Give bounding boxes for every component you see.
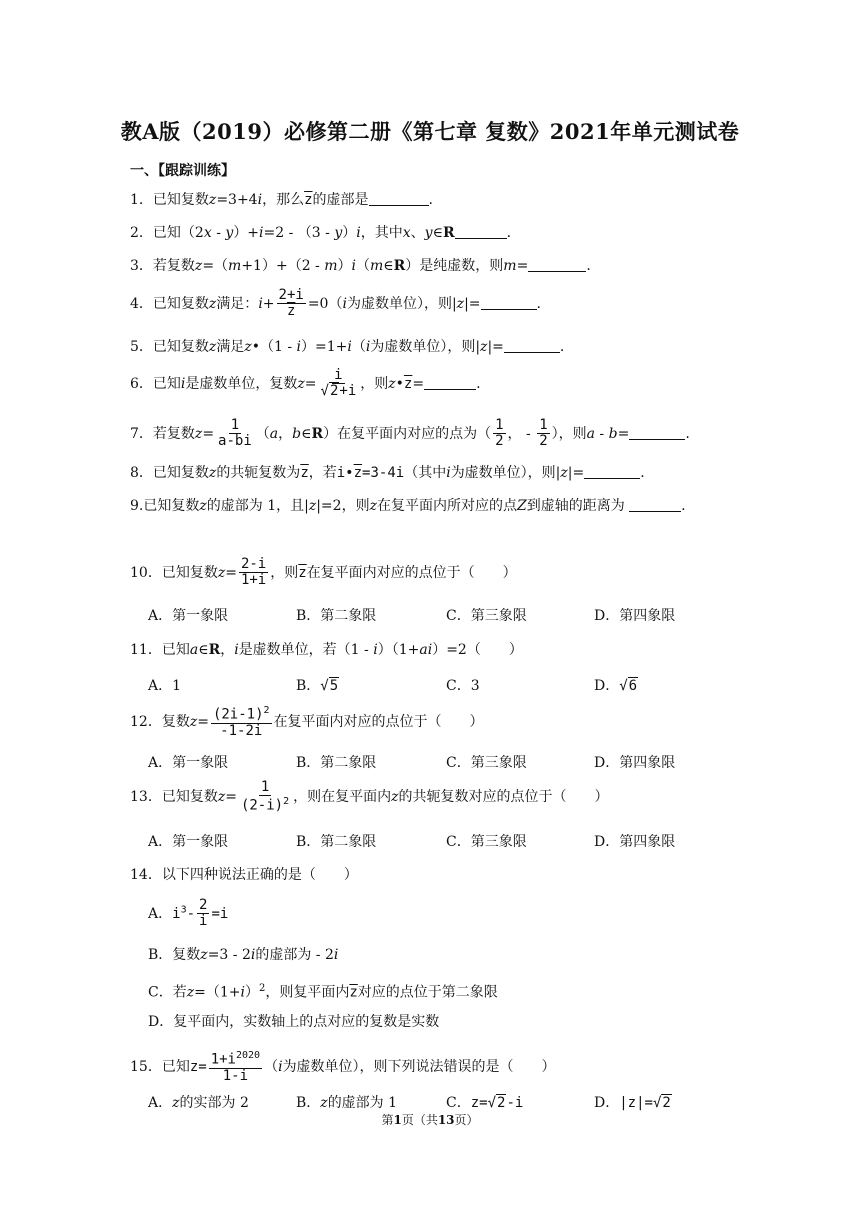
answer-blank[interactable]: [629, 425, 685, 440]
option-b[interactable]: B．z的虚部为 1: [296, 1095, 398, 1111]
fraction: $\frac{(2i-1)^2}{-1-2i}$: [212, 705, 270, 740]
fraction: $\frac{1}{2}$: [539, 417, 548, 450]
option-d[interactable]: D．复平面内，实数轴上的点对应的复数是实数: [148, 1014, 440, 1030]
answer-blank[interactable]: [481, 295, 537, 310]
option-b[interactable]: B．第二象限: [296, 834, 377, 850]
option-a[interactable]: A．第一象限: [148, 834, 229, 850]
answer-blank[interactable]: [455, 224, 507, 239]
option-a[interactable]: A．第一象限: [148, 755, 229, 771]
option-d[interactable]: D．√6: [594, 678, 638, 694]
option-c[interactable]: C．3: [446, 678, 480, 694]
page-title: 教A版（2019）必修第二册《第七章 复数》2021年单元测试卷: [120, 119, 740, 144]
option-c[interactable]: C．第三象限: [446, 608, 527, 624]
question-12: 12．复数z= $\frac{(2i-1)^2}{-1-2i}$ 在复平面内对应的点位于（ ）: [130, 705, 484, 740]
option-a[interactable]: A．1: [148, 678, 182, 694]
question-9: 9.已知复数z的虚部为 1，且|z|=2，则z在复平面内所对应的点Z到虚轴的距离为 .: [130, 498, 686, 514]
option-d[interactable]: D．第四象限: [594, 755, 676, 771]
option-a[interactable]: A．第一象限: [148, 608, 229, 624]
option-d[interactable]: D．第四象限: [594, 608, 676, 624]
fraction: $\frac{2-i}{1+i}$: [240, 556, 267, 589]
question-1: 1．已知复数z=3+4i，那么$\overline{z}$的虚部是 .: [130, 192, 433, 208]
question-14: 14．以下四种说法正确的是（ ）: [130, 867, 358, 883]
option-d[interactable]: D．第四象限: [594, 834, 676, 850]
question-2: 2．已知（2x - y）+i=2 - （3 - y）i，其中x、y∈R .: [130, 225, 512, 241]
fraction: $\frac{2}{i}$: [199, 897, 208, 930]
answer-blank[interactable]: [369, 191, 429, 206]
answer-blank[interactable]: [504, 338, 560, 353]
section-heading: 一、【跟踪训练】: [130, 163, 235, 179]
question-13: 13．已知复数z= $\frac{1}{(2-i)^2}$ ，则在复平面内z的共轭复数对应的点位于（ ）: [130, 779, 609, 815]
question-10: 10．已知复数z= $\frac{2-i}{1+i}$ ，则$\overline{z}$在复平面内对应的点位于（ ）: [130, 556, 517, 589]
question-3: 3．若复数z=（m+1）+（2 - m）i（m∈R）是纯虚数，则m= .: [130, 258, 591, 274]
option-b[interactable]: B．√5: [296, 678, 339, 694]
option-a[interactable]: A．$i^3-$ $\frac{2}{i}$ =i: [148, 897, 229, 930]
question-6: 6．已知i是虚数单位，复数z= $\frac{i}{√2+i}$ ，则$z•\overline{z}=$ .: [130, 367, 481, 400]
option-b[interactable]: B．复数z=3 - 2i的虚部为 - 2i: [148, 947, 339, 963]
fraction: $\frac{1}{a-bi}$: [218, 417, 252, 450]
option-b[interactable]: B．第二象限: [296, 755, 377, 771]
fraction: $\frac{1+i^{2020}}{1-i}$: [210, 1050, 261, 1085]
option-a[interactable]: A．z的实部为 2: [148, 1095, 249, 1111]
question-8: 8．已知复数z的共轭复数为$\overline{z}$，若$i•\overline{z}=3-4i$（其中i为虚数单位），则|z|= .: [130, 465, 645, 481]
fraction: $\frac{2+i}{z}$: [278, 287, 304, 320]
fraction: $\frac{1}{(2-i)^2}$: [240, 779, 290, 815]
question-15: 15．已知z= $\frac{1+i^{2020}}{1-i}$ （i为虚数单位），则下列说法错误的是（ ）: [130, 1050, 556, 1085]
option-c[interactable]: C．第三象限: [446, 755, 527, 771]
option-b[interactable]: B．第二象限: [296, 608, 377, 624]
answer-blank[interactable]: [584, 464, 640, 479]
question-5: 5．已知复数z满足z•（1 - i）=1+i（i为虚数单位），则|z|= .: [130, 339, 565, 355]
fraction: $\frac{1}{2}$: [495, 417, 504, 450]
fraction: $\frac{i}{√2+i}$: [320, 367, 357, 400]
option-c[interactable]: C．若$z=(1+i)^2$，则复平面内$\overline{z}$对应的点位于第二象限: [148, 983, 498, 1001]
option-c[interactable]: C．z=√2-i: [446, 1095, 524, 1111]
question-7: 7．若复数z= $\frac{1}{a-bi}$ （a，b∈R）在复平面内对应的点为（ $\frac{1}{2}$ ， - $\frac{1}{2}$ ），则a - b= .: [130, 417, 690, 450]
option-c[interactable]: C．第三象限: [446, 834, 527, 850]
answer-blank[interactable]: [528, 257, 586, 272]
page-footer: 第1页（共13页）: [381, 1113, 479, 1127]
question-4: 4．已知复数z满足：i+ $\frac{2+i}{z}$ =0（i为虚数单位），则|z|= .: [130, 287, 541, 320]
answer-blank[interactable]: [629, 497, 681, 512]
question-11: 11．已知a∈R，i是虚数单位，若（1 - i）（1+ai）=2（ ）: [130, 642, 523, 658]
option-d[interactable]: D．|z|=√2: [594, 1095, 671, 1111]
answer-blank[interactable]: [424, 375, 476, 390]
